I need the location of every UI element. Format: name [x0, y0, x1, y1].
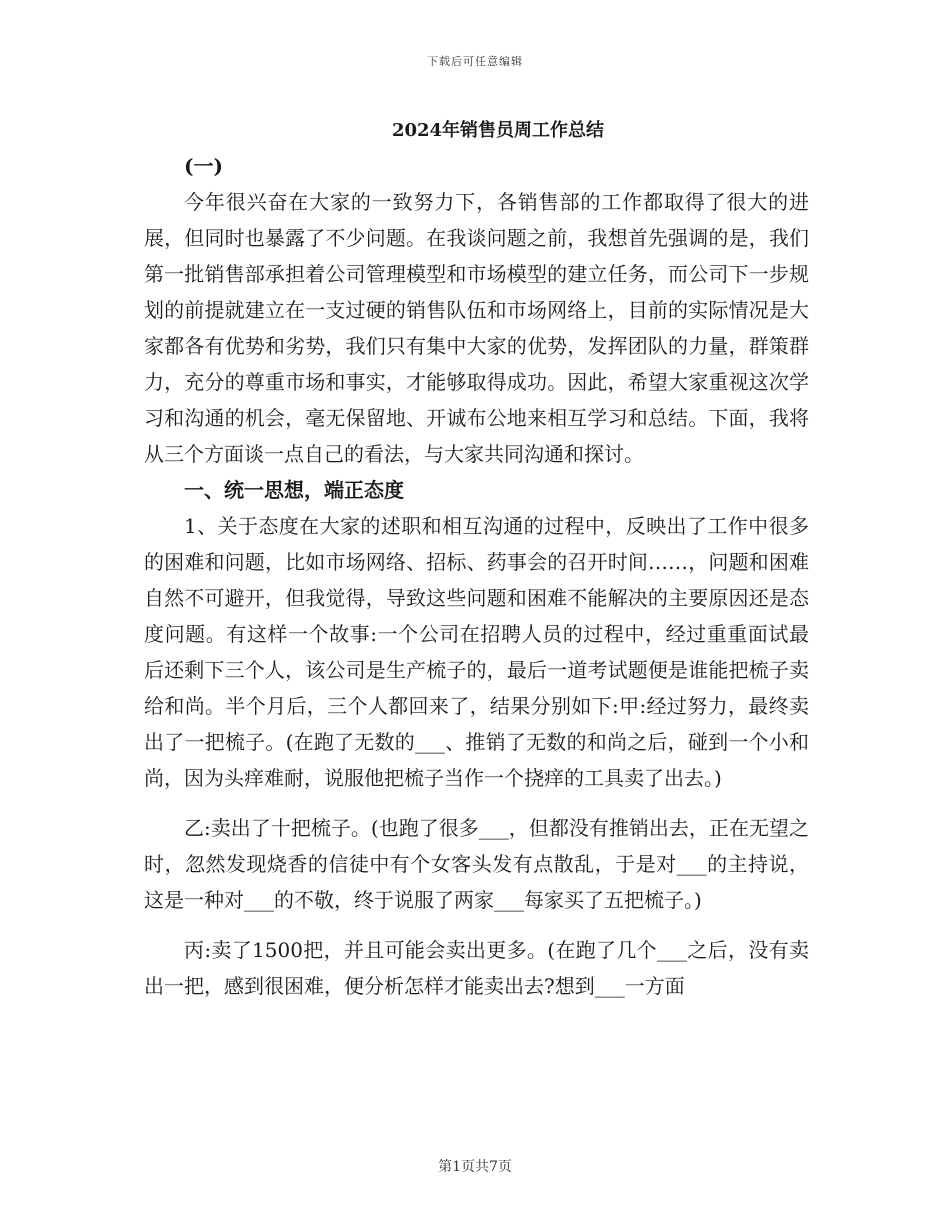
paragraph-attitude: 1、关于态度在大家的述职和相互沟通的过程中，反映出了工作中很多的困难和问题，比如市场网络、招标、药事会的召开时间……，问题和困难自然不可避开，但我觉得，导致这些问题和困难不能解决的主要原因还是态度问题。有这样一个故事:一个公司在招聘人员的过程中，经过重重面试最后还剩下三个人，该公司是生产梳子的，最后一道考试题便是谁能把梳子卖给和尚。半个月后，三个人都回来了，结果分别如下:甲:经过努力，最终卖出了一把梳子。(在跑了无数的___、推销了无数的和尚之后，碰到一个小和尚，因为头痒难耐，说服他把梳子当作一个挠痒的工具卖了出去。)	[144, 514, 809, 790]
document-body	[144, 148, 809, 1004]
page-footer: 第1页共7页	[438, 1159, 512, 1175]
header-note: 下载后可任意编辑	[427, 55, 523, 68]
paragraph-yi: 乙:卖出了十把梳子。(也跑了很多___，但都没有推销出去，正在无望之时，忽然发现烧香的信徒中有个女客头发有点散乱，于是对___的主持说，这是一种对___的不敬，终于说服了两家___每家买了五把梳子。)	[144, 816, 809, 912]
section-heading: 一、统一思想，端正态度	[184, 478, 404, 502]
paragraph-bing: 丙:卖了1500把，并且可能会卖出更多。(在跑了几个___之后，没有卖出一把，感到很困难，便分析怎样才能卖出去?想到___一方面	[144, 938, 809, 998]
document-title: 2024年销售员周工作总结	[391, 120, 605, 141]
intro-paragraph: 今年很兴奋在大家的一致努力下，各销售部的工作都取得了很大的进展，但同时也暴露了不少问题。在我谈问题之前，我想首先强调的是，我们第一批销售部承担着公司管理模型和市场模型的建立任务，而公司下一步规划的前提就建立在一支过硬的销售队伍和市场网络上，目前的实际情况是大家都各有优势和劣势，我们只有集中大家的优势，发挥团队的力量，群策群力，充分的尊重市场和事实，才能够取得成功。因此，希望大家重视这次学习和沟通的机会，毫无保留地、开诚布公地来相互学习和总结。下面，我将从三个方面谈一点自己的看法，与大家共同沟通和探讨。	[144, 190, 809, 466]
part-label: (一)	[184, 154, 223, 178]
